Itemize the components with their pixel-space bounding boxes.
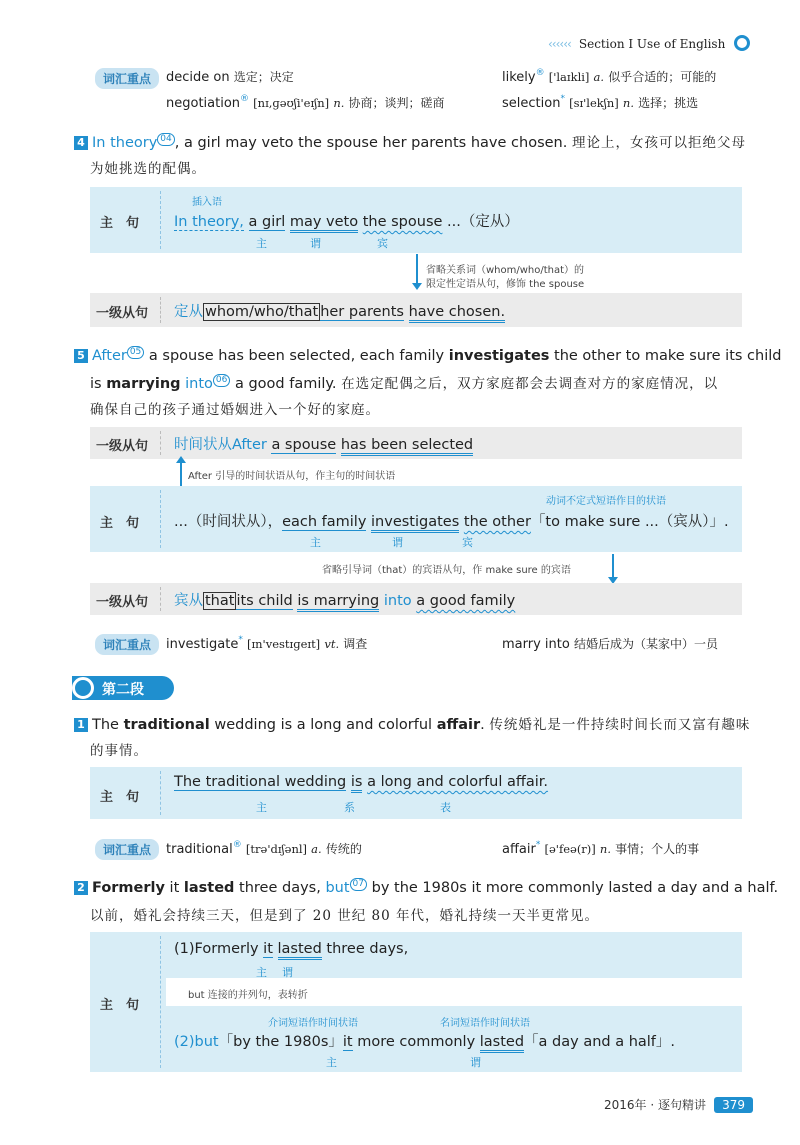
vocab-item: traditional® [trə'dɪʃənl] a. 传统的 [166,840,362,857]
sentence-number: 4 [74,136,88,150]
s4-main-sentence: In theory, a girl may veto the spouse ...（定从） [174,210,519,231]
s5-sub1-sentence: 时间状从After a spouse has been selected [174,433,473,454]
vocab-label: 词汇重点 [95,68,159,89]
vocab-label: 词汇重点 [95,839,159,860]
s4-main-label: 主 句 [100,216,140,231]
sentence-5-translation: 确保自己的孩子通过婚姻进入一个好的家庭。 [90,402,380,418]
page-header [548,33,770,53]
page-footer [604,1094,753,1113]
book-title: 2016年 · 逐句精讲 [604,1098,706,1112]
sentence-4: 4 In theory 04 , a girl may veto the spouse her parents have chosen. 理论上，女孩可以拒绝父母 [74,131,746,151]
p1-main-sentence: The traditional wedding is a long and colorful affair. [174,774,548,790]
s5-sub2-sentence: 宾从 that its child is marrying into a good family [174,589,515,610]
header-arrows: ‹‹‹‹‹‹ [548,37,571,51]
sentence-5-line2: is marrying into 06 a good family. 在选定配偶之后，双方家庭都会去调查对方的家庭情况，以 [90,375,719,392]
s4-sub-sentence: 定从 whom/who/that her parents have chosen. [174,300,505,321]
search-icon [734,35,750,51]
p2-clause-1: (1)Formerly it lasted three days, [174,941,408,957]
vocab-label: 词汇重点 [95,634,159,655]
vocab-item: decide on 选定；决定 [166,70,294,85]
vocab-item: investigate* [ɪn'vestɪɡeɪt] vt. 调查 [166,635,368,652]
s4-sub-label: 一级从句 [96,306,149,321]
p2-sentence-2: 2 Formerly it lasted three days, but 07 by the 1980s it more commonly lasted a day and a half. [74,878,778,896]
sentence-4-translation: 为她挑选的配偶。 [90,161,206,177]
vocab-item: negotiation® [nɪ,ɡəʊʃi'eɪʃn] n. 协商；谈判；磋商 [166,94,445,111]
search-icon [72,677,94,699]
vocab-item: affair* [ə'feə(r)] n. 事情；个人的事 [502,840,700,857]
vocab-item: marry into 结婚后成为（某家中）一员 [502,637,718,652]
s5-main-sentence: ...（时间状从），each family investigates the other「to make sure ...（宾从）」. [174,510,729,531]
paragraph-title: 第二段 [102,682,144,698]
p2-sentence-1: 1 The traditional wedding is a long and colorful affair. 传统婚礼是一件持续时间长而又富有趣味 [74,713,750,733]
s4-insert-note: 插入语 [192,197,222,208]
sentence-number: 5 [74,349,88,363]
p2-clause-2: (2)but「by the 1980s」it more commonly lasted「a day and a half」. [174,1030,675,1051]
sentence-5: 5 After 05 a spouse has been selected, each family investigates the other to make sure its child [74,346,781,364]
page-number: 379 [714,1097,753,1113]
vocab-item: selection* [sɪ'lekʃn] n. 选择；挑选 [502,94,699,111]
vocab-item: likely® ['laɪkli] a. 似乎合适的；可能的 [502,68,717,85]
header-section: Section I Use of English [578,37,726,51]
